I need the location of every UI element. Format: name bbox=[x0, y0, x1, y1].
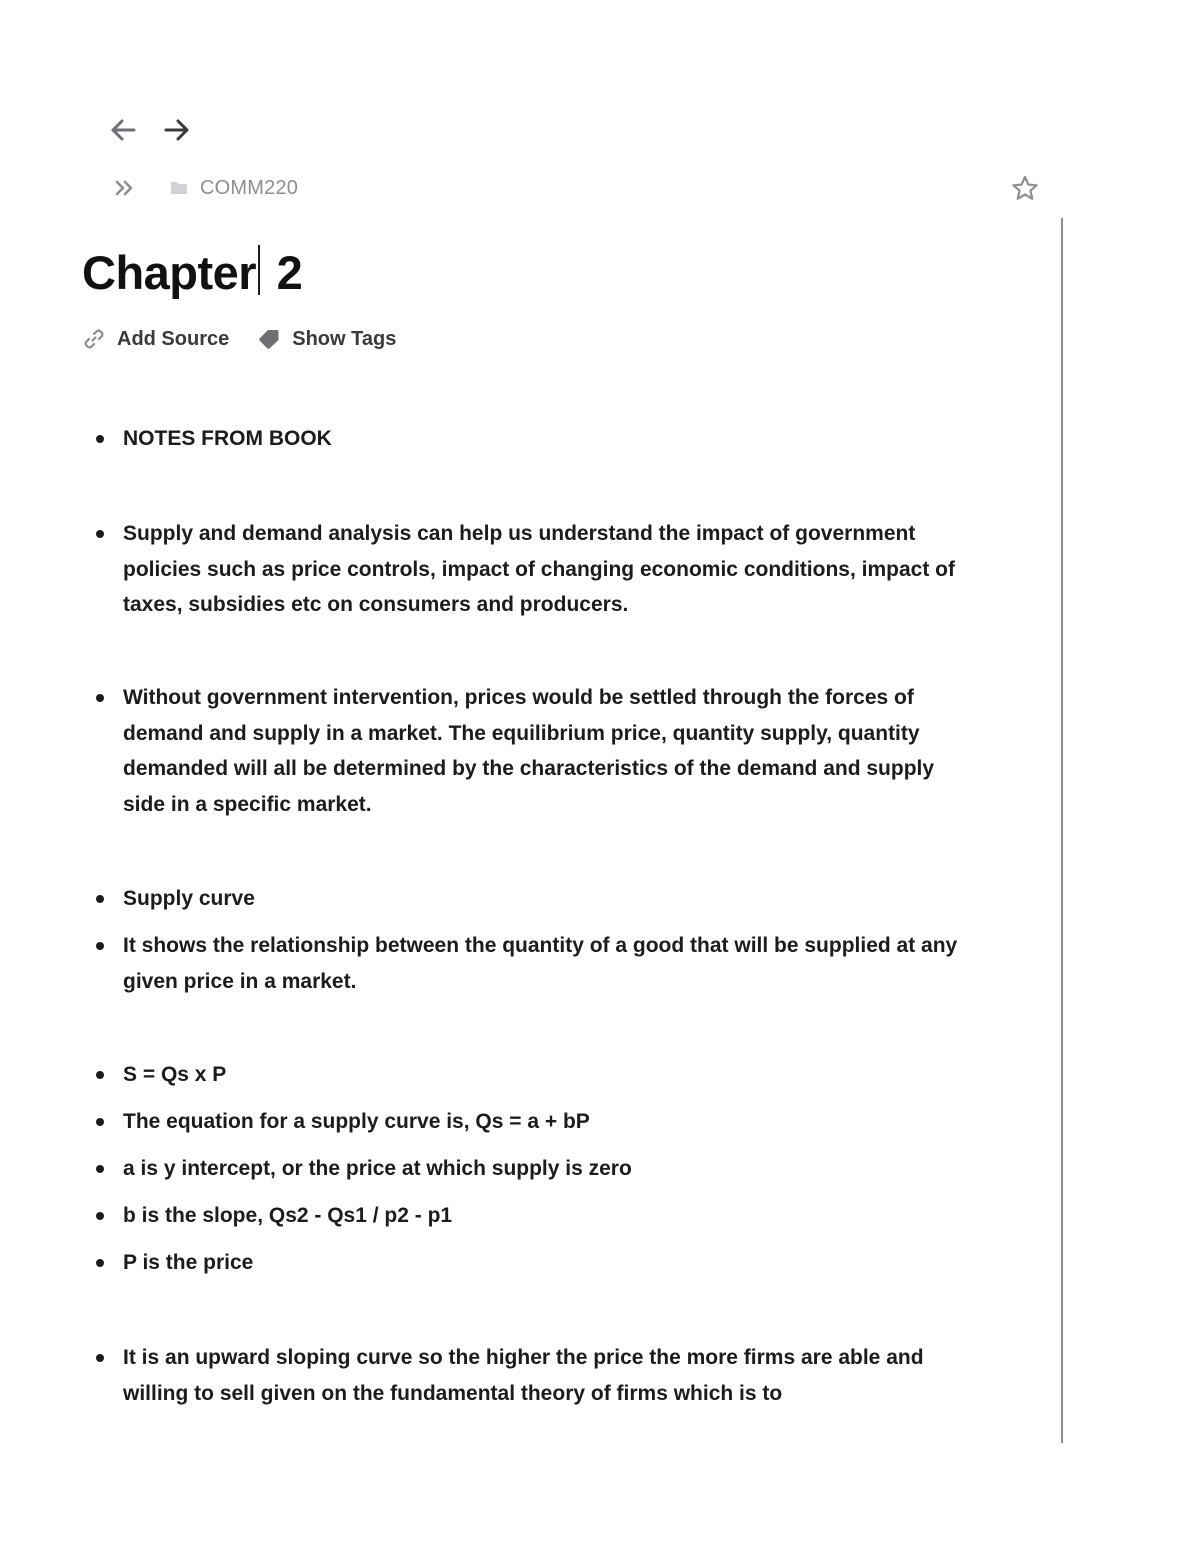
list-item[interactable] bbox=[90, 421, 970, 457]
note-title-text-start: Chapter bbox=[82, 246, 257, 299]
arrow-right-icon bbox=[163, 118, 191, 142]
note-meta-row bbox=[82, 323, 396, 355]
list-item[interactable] bbox=[90, 881, 970, 917]
bullet-dot bbox=[96, 1354, 104, 1362]
bullet-dot bbox=[96, 694, 104, 702]
list-item[interactable] bbox=[90, 1340, 970, 1411]
list-item[interactable] bbox=[90, 1104, 970, 1140]
list-item[interactable] bbox=[90, 1057, 970, 1093]
note-title-text-end: 2 bbox=[264, 246, 303, 299]
list-item[interactable] bbox=[90, 1151, 970, 1187]
bullet-dot bbox=[96, 530, 104, 538]
bullet-text bbox=[123, 1104, 970, 1140]
list-item[interactable] bbox=[90, 1245, 970, 1281]
expand-sidebar-button[interactable] bbox=[114, 174, 140, 202]
bullet-text-plain: The equation for a supply curve is, bbox=[123, 1110, 476, 1133]
bullet-text: It shows the relationship between the quantity of a good that will be supplied at any given price in a market. bbox=[123, 934, 958, 993]
bullet-dot bbox=[96, 1071, 104, 1079]
forward-button[interactable] bbox=[162, 112, 192, 148]
arrow-left-icon bbox=[109, 118, 137, 142]
chevron-double-right-icon bbox=[114, 179, 136, 197]
bullet-text: P is the price bbox=[123, 1251, 254, 1274]
supply-equation: Qs = a + bP bbox=[475, 1110, 590, 1133]
list-item[interactable] bbox=[90, 680, 970, 822]
breadcrumb bbox=[114, 174, 298, 202]
bullet-dot bbox=[96, 435, 104, 443]
back-button[interactable] bbox=[108, 112, 138, 148]
bullet-dot bbox=[96, 1212, 104, 1220]
navigation-arrows bbox=[108, 112, 192, 148]
bullet-text: Without government intervention, prices would be settled through the forces of demand and supply in a market. The equilibrium price, quantity supply, quantity demanded will all be determined by the characteristics of the demand and supply side in a specific market. bbox=[123, 686, 935, 816]
bullet-dot bbox=[96, 942, 104, 950]
link-icon bbox=[82, 327, 106, 351]
bullet-text: a is y intercept, or the price at which supply is zero bbox=[123, 1157, 632, 1180]
add-source-label: Add Source bbox=[117, 327, 230, 350]
star-outline-icon bbox=[1010, 174, 1040, 204]
show-tags-button[interactable] bbox=[257, 327, 396, 351]
list-item[interactable] bbox=[90, 516, 970, 623]
bullet-text: S = Qs x P bbox=[123, 1063, 227, 1086]
folder-icon bbox=[170, 174, 190, 202]
bullet-text: Supply curve bbox=[123, 887, 255, 910]
list-item[interactable] bbox=[90, 928, 970, 999]
list-item[interactable] bbox=[90, 1198, 970, 1234]
bullet-text: NOTES FROM BOOK bbox=[123, 427, 332, 450]
bullet-dot bbox=[96, 895, 104, 903]
add-source-button[interactable] bbox=[82, 327, 229, 351]
editor-divider bbox=[1061, 218, 1063, 1443]
tag-icon bbox=[257, 327, 281, 351]
favorite-button[interactable] bbox=[1008, 172, 1042, 206]
bullet-text: b is the slope, Qs2 - Qs1 / p2 - p1 bbox=[123, 1204, 453, 1227]
bullet-dot bbox=[96, 1259, 104, 1267]
bullet-dot bbox=[96, 1118, 104, 1126]
text-caret bbox=[258, 245, 260, 295]
bullet-text: Supply and demand analysis can help us understand the impact of government policies such as price controls, impact of changing economic conditions, impact of taxes, subsidies etc on consumers and producers. bbox=[123, 522, 955, 616]
bullet-dot bbox=[96, 1165, 104, 1173]
note-title[interactable] bbox=[82, 238, 302, 308]
bullet-text: It is an upward sloping curve so the higher the price the more firms are able and willing to sell given on the fundamental theory of firms which is to bbox=[123, 1346, 924, 1405]
show-tags-label: Show Tags bbox=[292, 327, 397, 350]
breadcrumb-folder-link[interactable]: COMM220 bbox=[200, 176, 299, 199]
